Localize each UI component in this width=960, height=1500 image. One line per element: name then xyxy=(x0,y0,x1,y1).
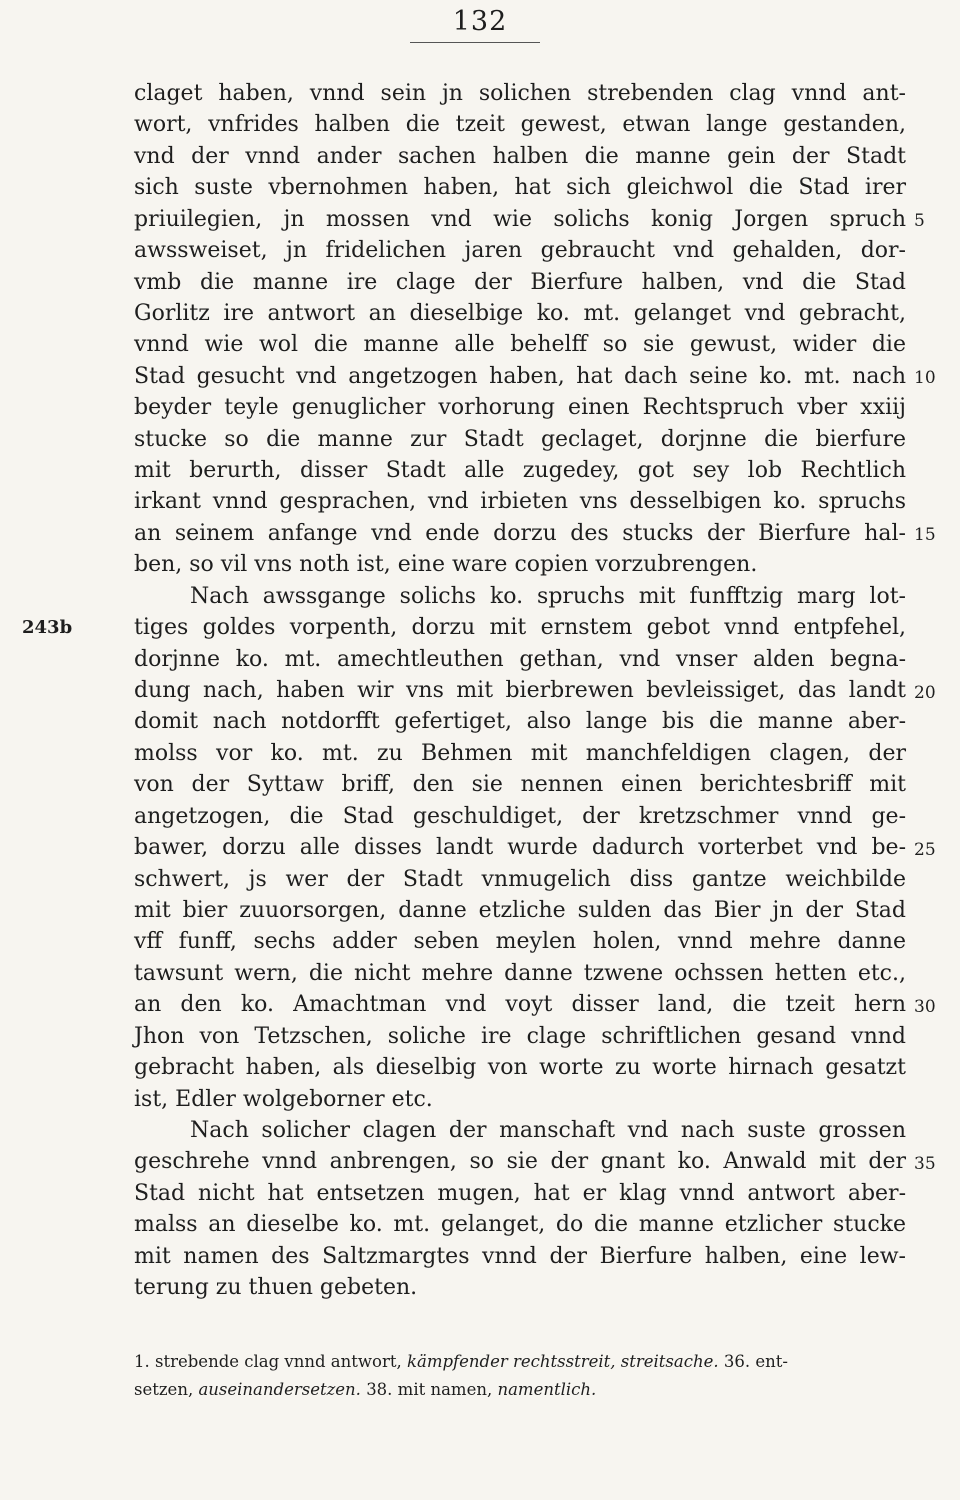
page-number: 132 xyxy=(452,6,508,37)
footnote-gloss: kämpfender rechtsstreit, xyxy=(406,1352,616,1371)
text-line: irkant vnnd gesprachen, vnd irbieten vns desselbigen ko. spruchs xyxy=(134,489,906,515)
text-line: Stad gesucht vnd angetzogen haben, hat dach seine ko. mt. nach xyxy=(134,363,906,389)
line-number: 25 xyxy=(914,840,936,860)
main-text xyxy=(134,78,906,1303)
text-line: von der Syttaw briff, den sie nennen einen berichtesbriff mit xyxy=(134,772,906,798)
footnote-text: 1. strebende clag vnnd antwort, xyxy=(134,1352,402,1371)
text-line: tawsunt wern, die nicht mehre danne tzwene ochssen hetten etc., xyxy=(134,960,906,986)
text-line: ist, Edler wolgeborner etc. xyxy=(134,1086,433,1112)
line-number: 5 xyxy=(914,211,925,231)
text-line: priuilegien, jn mossen vnd wie solichs konig Jorgen spruch xyxy=(134,206,906,232)
text-line: mit namen des Saltzmargtes vnnd der Bierfure halben, eine lew- xyxy=(134,1243,906,1269)
text-line: terung zu thuen gebeten. xyxy=(134,1275,418,1301)
line-number: 30 xyxy=(914,997,936,1017)
footnote-gloss: namentlich. xyxy=(497,1380,597,1399)
text-line: dung nach, haben wir vns mit bierbrewen bevleissiget, das landt xyxy=(134,678,906,704)
text-line: gebracht haben, als dieselbig von worte zu worte hirnach gesatzt xyxy=(134,1055,906,1081)
footnotes xyxy=(134,1348,906,1404)
text-line: vnd der vnnd ander sachen halben die manne gein der Stadt xyxy=(134,143,906,169)
text-line: geschrehe vnnd anbrengen, so sie der gnant ko. Anwald mit der xyxy=(134,1149,906,1175)
text-line: bawer, dorzu alle disses landt wurde dadurch vorterbet vnd be- xyxy=(134,835,906,861)
footnote-line xyxy=(134,1376,906,1404)
text-line: vff funff, sechs adder seben meylen holen, vnnd mehre danne xyxy=(134,929,906,955)
text-line: malss an dieselbe ko. mt. gelanget, do die manne etzlicher stucke xyxy=(134,1212,906,1238)
text-line: sich suste vbernohmen haben, hat sich gleichwol die Stad irer xyxy=(134,175,906,201)
text-line: ben, so vil vns noth ist, eine ware copien vorzubrengen. xyxy=(134,552,758,578)
text-line: Nach solicher clagen der manschaft vnd nach suste grossen xyxy=(190,1117,906,1143)
footnote-gloss: auseinandersetzen. xyxy=(198,1380,361,1399)
text-line: angetzogen, die Stad geschuldiget, der kretzschmer vnnd ge- xyxy=(134,803,906,829)
footnote-text: 38. mit namen, xyxy=(366,1380,493,1399)
text-line: vmb die manne ire clage der Bierfure halben, vnd die Stad xyxy=(134,269,906,295)
footnote-line xyxy=(134,1348,906,1376)
text-line: beyder teyle genuglicher vorhorung einen Rechtspruch vber xxiij xyxy=(134,395,906,421)
text-line: mit berurth, disser Stadt alle zugedey, got sey lob Rechtlich xyxy=(134,458,906,484)
text-line: an den ko. Amachtman vnd voyt disser land, die tzeit hern xyxy=(134,992,906,1018)
text-line: tiges goldes vorpenth, dorzu mit ernstem gebot vnnd entpfehel, xyxy=(134,615,906,641)
line-number: 10 xyxy=(914,368,936,388)
footnote-gloss: streitsache. xyxy=(620,1352,719,1371)
text-line: wort, vnfrides halben die tzeit gewest, etwan lange gestanden, xyxy=(134,112,906,138)
line-number: 15 xyxy=(914,525,936,545)
text-line: Stad nicht hat entsetzen mugen, hat er klag vnnd antwort aber- xyxy=(134,1180,906,1206)
text-line: awssweiset, jn fridelichen jaren gebraucht vnd gehalden, dor- xyxy=(134,238,906,264)
line-number: 35 xyxy=(914,1154,936,1174)
text-line: domit nach notdorfft gefertiget, also lange bis die manne aber- xyxy=(134,709,906,735)
text-line: Gorlitz ire antwort an dieselbige ko. mt. gelanget vnd gebracht, xyxy=(134,300,906,326)
footnote-text: 36. ent- xyxy=(723,1352,788,1371)
text-line: schwert, js wer der Stadt vnmugelich diss gantze weichbilde xyxy=(134,866,906,892)
text-line: molss vor ko. mt. zu Behmen mit manchfeldigen clagen, der xyxy=(134,740,906,766)
text-line: vnnd wie wol die manne alle behelff so sie gewust, wider die xyxy=(134,332,906,358)
footnote-text: setzen, xyxy=(134,1380,194,1399)
margin-note-folio: 243b xyxy=(22,617,73,638)
text-line: Jhon von Tetzschen, soliche ire clage schriftlichen gesand vnnd xyxy=(134,1023,906,1049)
line-number: 20 xyxy=(914,683,936,703)
text-line: an seinem anfange vnd ende dorzu des stucks der Bierfure hal- xyxy=(134,520,906,546)
text-line: mit bier zuuorsorgen, danne etzliche sulden das Bier jn der Stad xyxy=(134,897,906,923)
text-line: stucke so die manne zur Stadt geclaget, dorjnne die bierfure xyxy=(134,426,906,452)
text-line: Nach awssgange solichs ko. spruchs mit funfftzig marg lot- xyxy=(190,583,906,609)
text-line: dorjnne ko. mt. amechtleuthen gethan, vnd vnser alden begna- xyxy=(134,646,906,672)
header-rule xyxy=(410,42,540,43)
text-line: claget haben, vnnd sein jn solichen strebenden clag vnnd ant- xyxy=(134,81,906,106)
